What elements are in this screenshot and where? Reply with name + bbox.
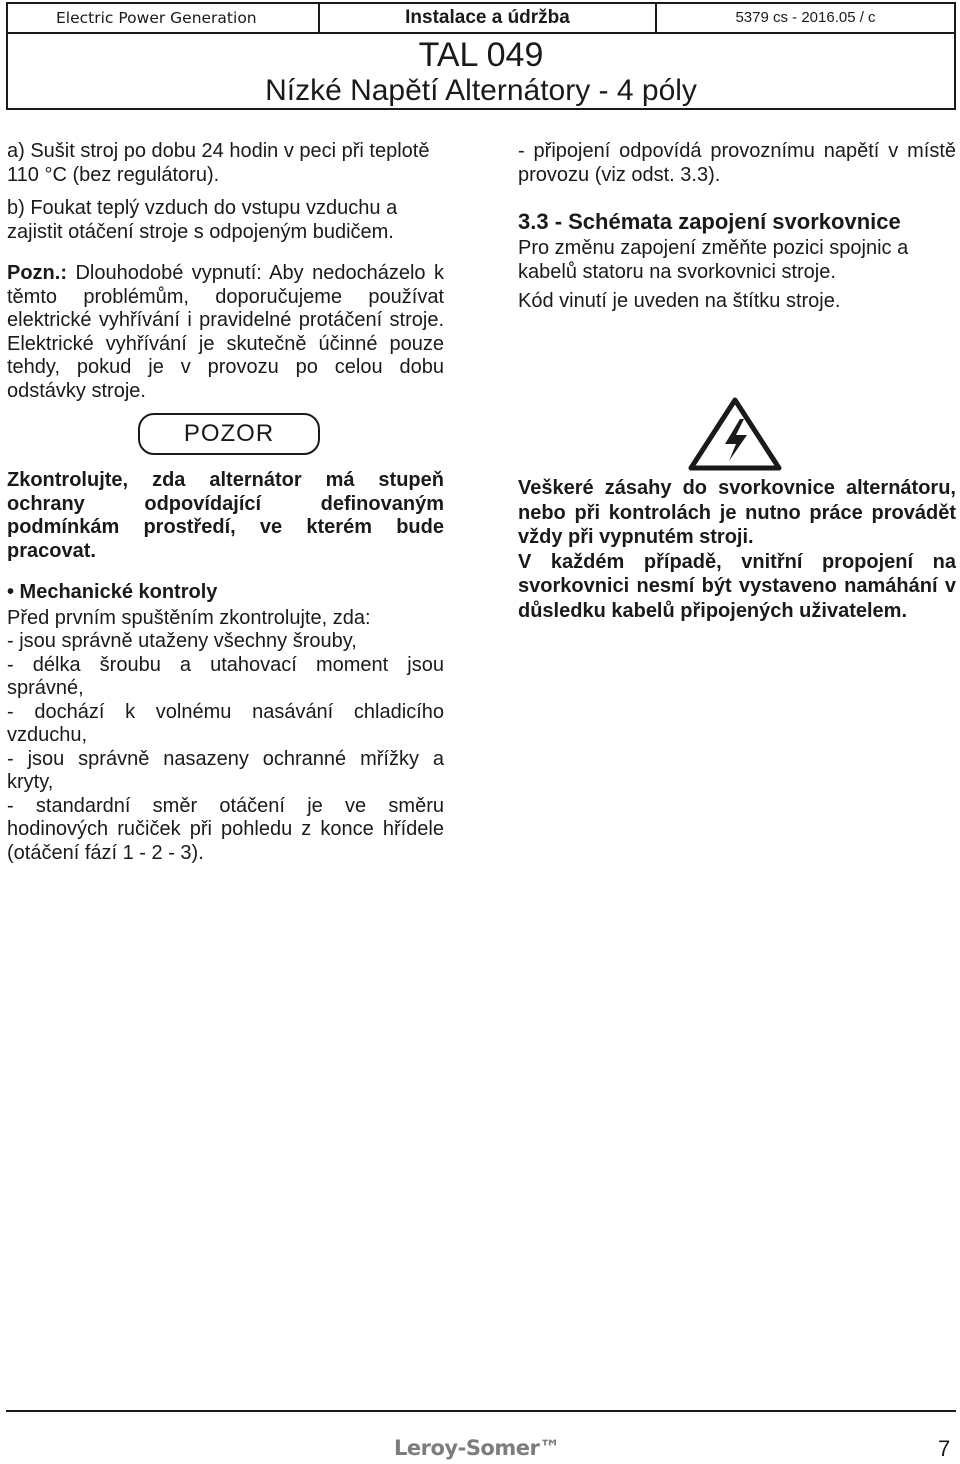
check-item: - standardní směr otáčení je ve směru hodinových ručiček při pohledu z konce hřídele (otáčení fází 1 - 2 - 3). [7,794,444,864]
winding-code-note: Kód vinutí je uveden na štítku stroje. [518,290,841,312]
terminal-warning-text-1: Veškeré zásahy do svorkovnice alternátoru, nebo při kontrolách je nutno práce provádět vždy při vypnutém stroji. [518,477,956,548]
terminal-warning-text-2: V každém případě, vnitřní propojení na svorkovnici nesmí být vystaveno namáhání v důsledku kabelů připojených uživatelem. [518,550,956,622]
connection-check: - připojení odpovídá provoznímu napětí v místě provozu (viz odst. 3.3). [518,140,956,186]
drying-step-b: b) Foukat teplý vzduch do vstupu vzduchu a zajistit otáčení stroje s odpojeným budičem. [7,197,398,243]
document-title: Nízké Napětí Alternátory - 4 póly [265,74,697,107]
left-column [7,140,444,865]
brand-logo: Leroy-Somer™ [394,1436,560,1460]
note-text: Dlouhodobé vypnutí: Aby nedocházelo k těmto problémům, doporučujeme používat elektrické vyhřívání i pravidelné protáčení stroje. Elektrické vyhřívání je skutečně účinné pouze tehdy, pokud je v provozu po celou dobu odstávky stroje. [7,262,444,402]
electric-hazard-icon [688,397,782,471]
footer-divider [6,1410,956,1412]
check-item: - délka šroubu a utahovací moment jsou správné, [7,653,444,699]
header-row [8,4,954,34]
drying-step-a: a) Sušit stroj po dobu 24 hodin v peci při teplotě 110 °C (bez regulátoru). [7,140,430,186]
page-number: 7 [938,1436,951,1461]
warning-text: Zkontrolujte, zda alternátor má stupeň ochrany odpovídající definovaným podmínkám prostředí, ve kterém bude pracovat. [7,469,444,562]
check-item: - dochází k volnému nasávání chladicího vzduchu, [7,700,444,746]
check-item: - jsou správně utaženy všechny šrouby, [7,630,357,652]
warning-label: POZOR [138,413,320,455]
check-item: - jsou správně nasazeny ochranné mřížky a kryty, [7,747,444,793]
mechanical-checks-title: • Mechanické kontroly [7,581,218,603]
rewiring-instruction: Pro změnu zapojení změňte pozici spojnic a kabelů statoru na svorkovnici stroje. [518,237,909,283]
header-box [6,2,956,110]
section-name: Instalace a údržba [320,4,657,32]
document-id: TAL 049 [418,36,544,74]
terminal-warning [518,476,956,623]
warning-label-row [7,413,444,459]
document-reference: 5379 cs - 2016.05 / c [735,9,876,26]
note-label: Pozn.: [7,262,67,284]
company-name: Electric Power Generation [8,4,320,32]
note-paragraph [7,262,444,403]
section-title: 3.3 - Schémata zapojení svorkovnice [518,209,901,234]
mechanical-checks-intro: Před prvním spuštěním zkontrolujte, zda: [7,606,371,629]
right-column [518,140,956,314]
